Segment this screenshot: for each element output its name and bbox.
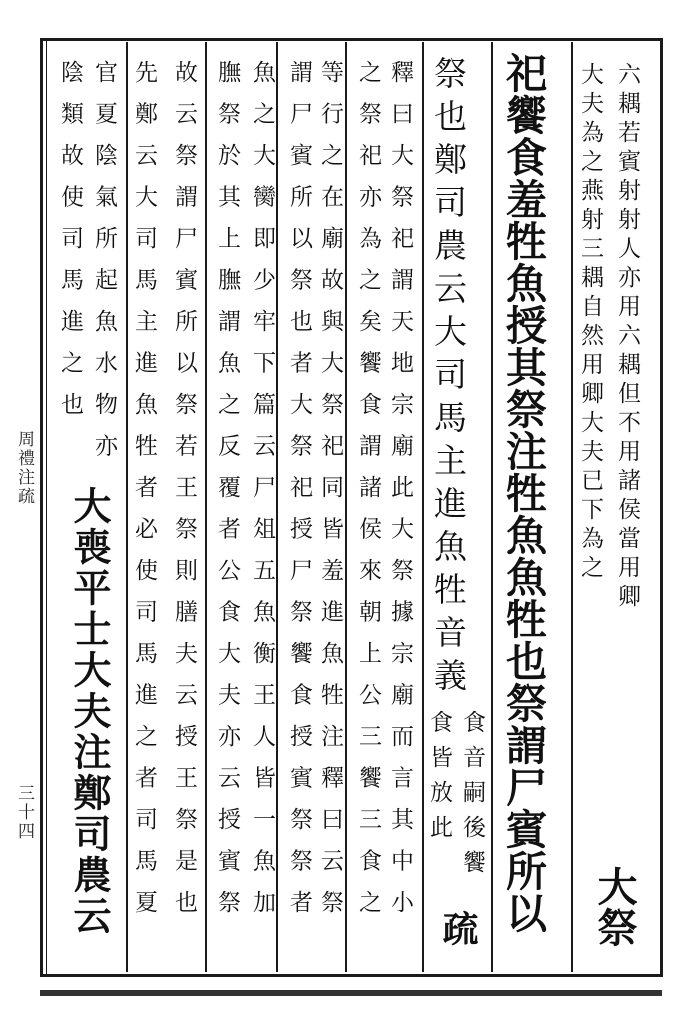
frame-left-inner-rule xyxy=(46,38,47,977)
column-divider xyxy=(276,42,278,972)
column-divider xyxy=(126,42,128,972)
margin-page-number: 三十四 xyxy=(14,784,34,841)
text-column-12: 先鄭云大司馬主進魚牲者必使司馬進之者司馬夏 xyxy=(131,60,157,932)
column-divider xyxy=(422,42,424,972)
annotation-column-b: 食皆放此 xyxy=(426,710,452,850)
text-column-6: 之祭祀亦為之矣饗食謂諸侯來朝上公三饗三食之 xyxy=(355,60,381,932)
text-column-1: 六耦若賓射射人亦用六耦但不用諸侯當用卿 xyxy=(614,62,640,613)
heading-column: 祀饗食羞牲魚授其祭注牲魚魚牲也祭謂尸賓所以 xyxy=(499,52,547,934)
text-column-8: 謂尸賓所以祭也者大祭祀授尸祭饗食授賓祭祭者 xyxy=(286,60,312,932)
column-divider xyxy=(205,42,207,972)
text-column-14: 陰類故使司馬進之也 xyxy=(57,60,83,434)
bottom-edge-band xyxy=(40,990,662,996)
heading-da-sang: 大喪平士大夫注鄭司農云 xyxy=(67,486,112,937)
column-divider xyxy=(491,42,493,972)
annotation-column-a: 食音嗣後饗 xyxy=(459,710,485,885)
frame-bottom-rule xyxy=(40,974,662,977)
heading-da-ji: 大祭 xyxy=(591,866,638,948)
text-column-2: 大夫為之燕射三耦自然用卿大夫已下為之 xyxy=(577,62,603,584)
column-divider xyxy=(571,42,573,972)
frame-left-rule xyxy=(40,38,43,977)
text-column-10: 膴祭於其上膴謂魚之反覆者公食大夫亦云授賓祭 xyxy=(214,60,240,932)
frame-top-rule xyxy=(40,38,662,41)
text-column-7: 等行之在廟故與大祭祀同皆羞進魚牲注釋曰云祭 xyxy=(317,60,343,932)
text-column-13: 官夏陰氣所起魚水物亦 xyxy=(91,60,117,475)
margin-book-title: 周禮注疏 xyxy=(14,430,34,506)
column-divider xyxy=(345,42,347,972)
text-column-11: 故云祭謂尸賓所以祭若王祭則膳夫云授王祭是也 xyxy=(171,60,197,932)
text-column-5: 釋曰大祭祀謂天地宗廟此大祭據宗廟而言其中小 xyxy=(387,60,413,932)
frame-right-rule xyxy=(660,38,663,977)
commentary-marker: 疏 xyxy=(437,910,479,947)
text-column-9: 魚之大臠即少牢下篇云尸俎五魚衡王人皆一魚加 xyxy=(249,60,275,932)
text-column-4: 祭也鄭司農云大司馬主進魚牲音義 xyxy=(429,56,468,701)
